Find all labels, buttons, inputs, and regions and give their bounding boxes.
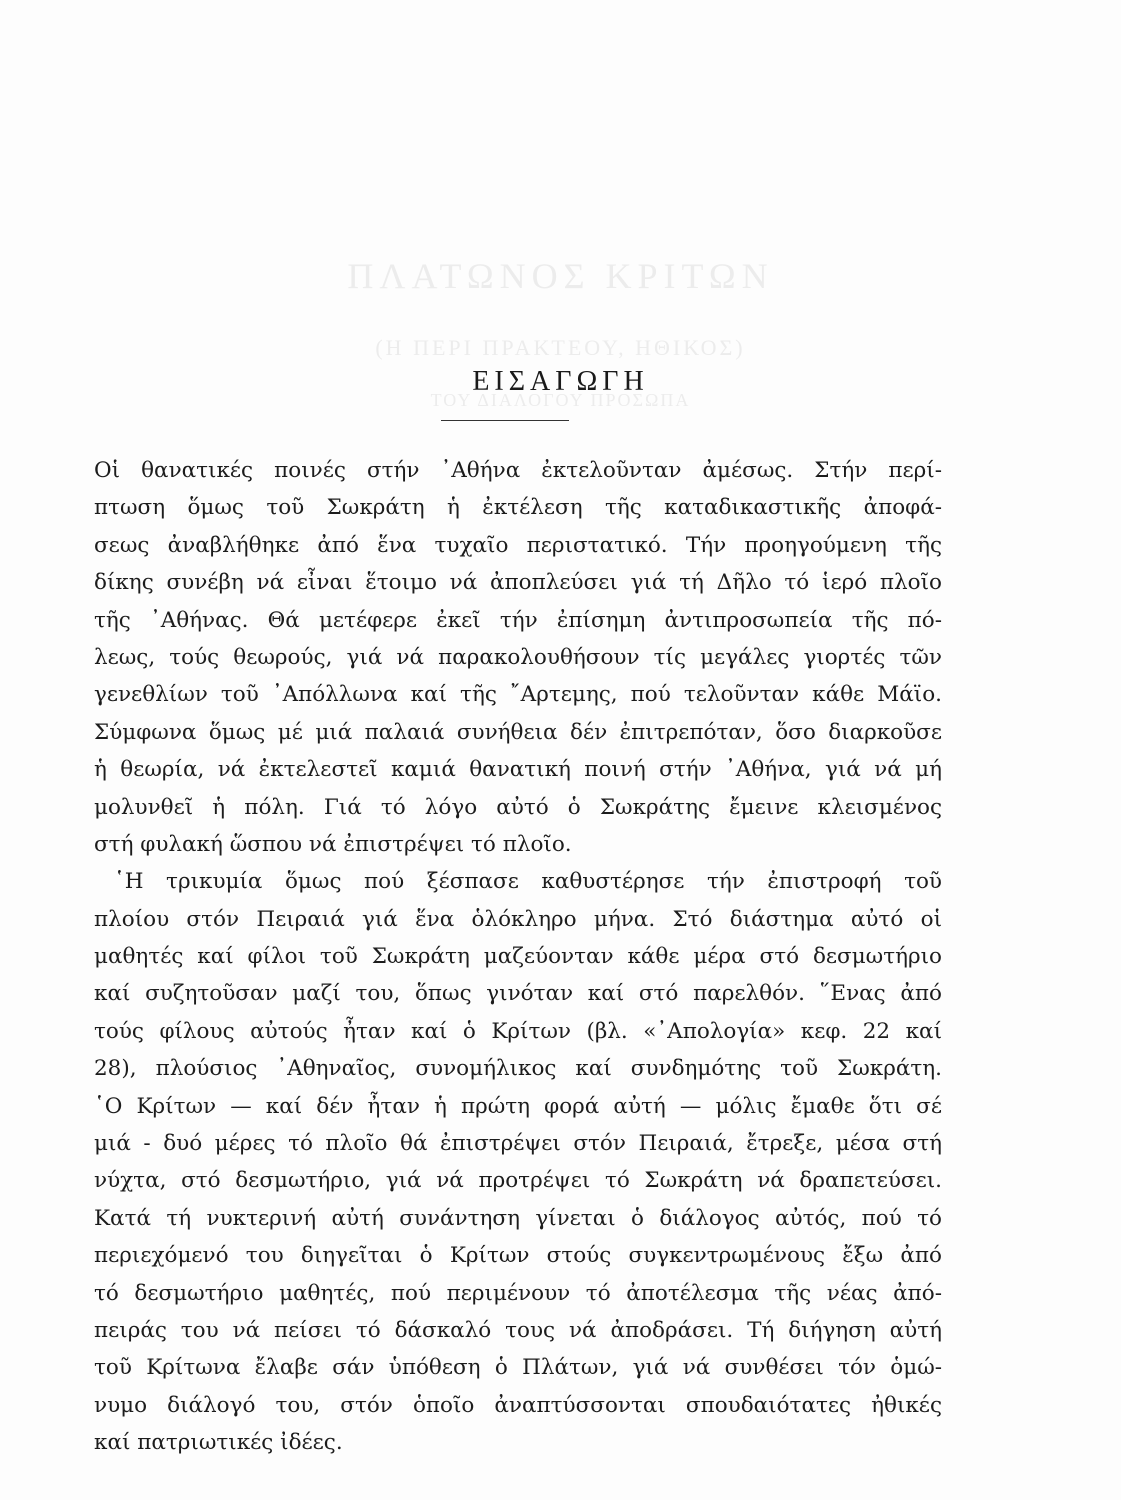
text-line: καί συζητοῦσαν μαζί του, ὅπως γινόταν καί στό παρελθόν. ῞Ενας ἀπό — [94, 981, 942, 1007]
text-line: καί πατριωτικές ἰδέες. — [94, 1430, 343, 1456]
bleed-through-subtitle: (Η ΠΕΡΙ ΠΡΑΚΤΕΟΥ, ΗΘΙΚΟΣ) — [375, 335, 746, 360]
page-title: ΕΙΣΑΓΩΓΗ — [472, 366, 649, 397]
text-line: νύχτα, στό δεσμωτήριο, γιά νά προτρέψει τό Σωκράτη νά δραπετεύσει. — [94, 1168, 942, 1194]
text-line: ἡ θεωρία, νά ἐκτελεστεῖ καμιά θανατική ποινή στήν ᾿Αθήνα, γιά νά μή — [94, 757, 942, 783]
text-line: πειράς του νά πείσει τό δάσκαλό τους νά ἀποδράσει. Τή διήγηση αὐτή — [94, 1317, 942, 1343]
text-line: Σύμφωνα ὅμως μέ μιά παλαιά συνήθεια δέν ἐπιτρεπόταν, ὅσο διαρκοῦσε — [94, 719, 942, 745]
text-line: πλοίου στόν Πειραιά γιά ἕνα ὁλόκληρο μήνα. Στό διάστημα αὐτό οἱ — [94, 906, 942, 932]
text-line: μαθητές καί φίλοι τοῦ Σωκράτη μαζεύονταν κάθε μέρα στό δεσμωτήριο — [94, 944, 942, 970]
text-line: γενεθλίων τοῦ ᾿Απόλλωνα καί τῆς ῎Αρτεμης, πού τελοῦνταν κάθε Μάϊο. — [94, 682, 942, 708]
text-line: νυμο διάλογό του, στόν ὁποῖο ἀναπτύσσονται σπουδαιότατες ἠθικές — [94, 1392, 942, 1418]
text-line: μιά - δυό μέρες τό πλοῖο θά ἐπιστρέψει στόν Πειραιά, ἔτρεξε, μέσα στή — [94, 1131, 942, 1157]
title-underline — [441, 420, 569, 421]
text-line: 28), πλούσιος ᾿Αθηναῖος, συνομήλικος καί συνδημότης τοῦ Σωκράτη. — [94, 1056, 942, 1082]
bleed-through-title: ΠΛΑΤΩΝΟΣ ΚΡΙΤΩΝ — [347, 256, 774, 296]
text-line: τούς φίλους αὐτούς ἦταν καί ὁ Κρίτων (βλ. «᾿Απολογία» κεφ. 22 καί — [94, 1018, 942, 1044]
text-line: Οἱ θανατικές ποινές στήν ᾿Αθήνα ἐκτελοῦνταν ἀμέσως. Στήν περί- — [94, 458, 942, 483]
text-line: τό δεσμωτήριο μαθητές, πού περιμένουν τό ἀποτέλεσμα τῆς νέας ἀπό- — [94, 1280, 942, 1306]
bleed-through-persons: ΤΟΥ ΔΙΑΛΟΓΟΥ ΠΡΟΣΩΠΑ — [430, 390, 691, 410]
text-line: περιεχόμενό του διηγεῖται ὁ Κρίτων στούς συγκεντρωμένους ἔξω ἀπό — [94, 1243, 942, 1269]
text-line: λεως, τούς θεωρούς, γιά νά παρακολουθήσουν τίς μεγάλες γιορτές τῶν — [94, 644, 942, 670]
text-line: τῆς ᾿Αθήνας. Θά μετέφερε ἐκεῖ τήν ἐπίσημη ἀντιπροσωπεία τῆς πό- — [94, 607, 942, 633]
text-line: στή φυλακή ὥσπου νά ἐπιστρέψει τό πλοῖο. — [94, 831, 572, 857]
text-line: δίκης συνέβη νά εἶναι ἕτοιμο νά ἀποπλεύσει γιά τή Δῆλο τό ἱερό πλοῖο — [94, 570, 942, 596]
text-line: ῾Η τρικυμία ὅμως πού ξέσπασε καθυστέρησε τήν ἐπιστροφή τοῦ — [114, 869, 942, 895]
text-line: σεως ἀναβλήθηκε ἀπό ἕνα τυχαῖο περιστατικό. Τήν προηγούμενη τῆς — [94, 532, 942, 558]
body-text — [94, 452, 942, 1462]
text-line: μολυνθεῖ ἡ πόλη. Γιά τό λόγο αὐτό ὁ Σωκράτης ἔμεινε κλεισμένος — [94, 794, 942, 820]
text-line: ῾Ο Κρίτων — καί δέν ἦταν ἡ πρώτη φορά αὐτή — μόλις ἔμαθε ὅτι σέ — [94, 1093, 942, 1119]
text-line: Κατά τή νυκτερινή αὐτή συνάντηση γίνεται ὁ διάλογος αὐτός, πού τό — [94, 1205, 942, 1231]
text-line: πτωση ὅμως τοῦ Σωκράτη ἡ ἐκτέλεση τῆς καταδικαστικῆς ἀποφά- — [94, 495, 942, 521]
text-line: τοῦ Κρίτωνα ἔλαβε σάν ὑπόθεση ὁ Πλάτων, γιά νά συνθέσει τόν ὁμώ- — [94, 1355, 942, 1381]
